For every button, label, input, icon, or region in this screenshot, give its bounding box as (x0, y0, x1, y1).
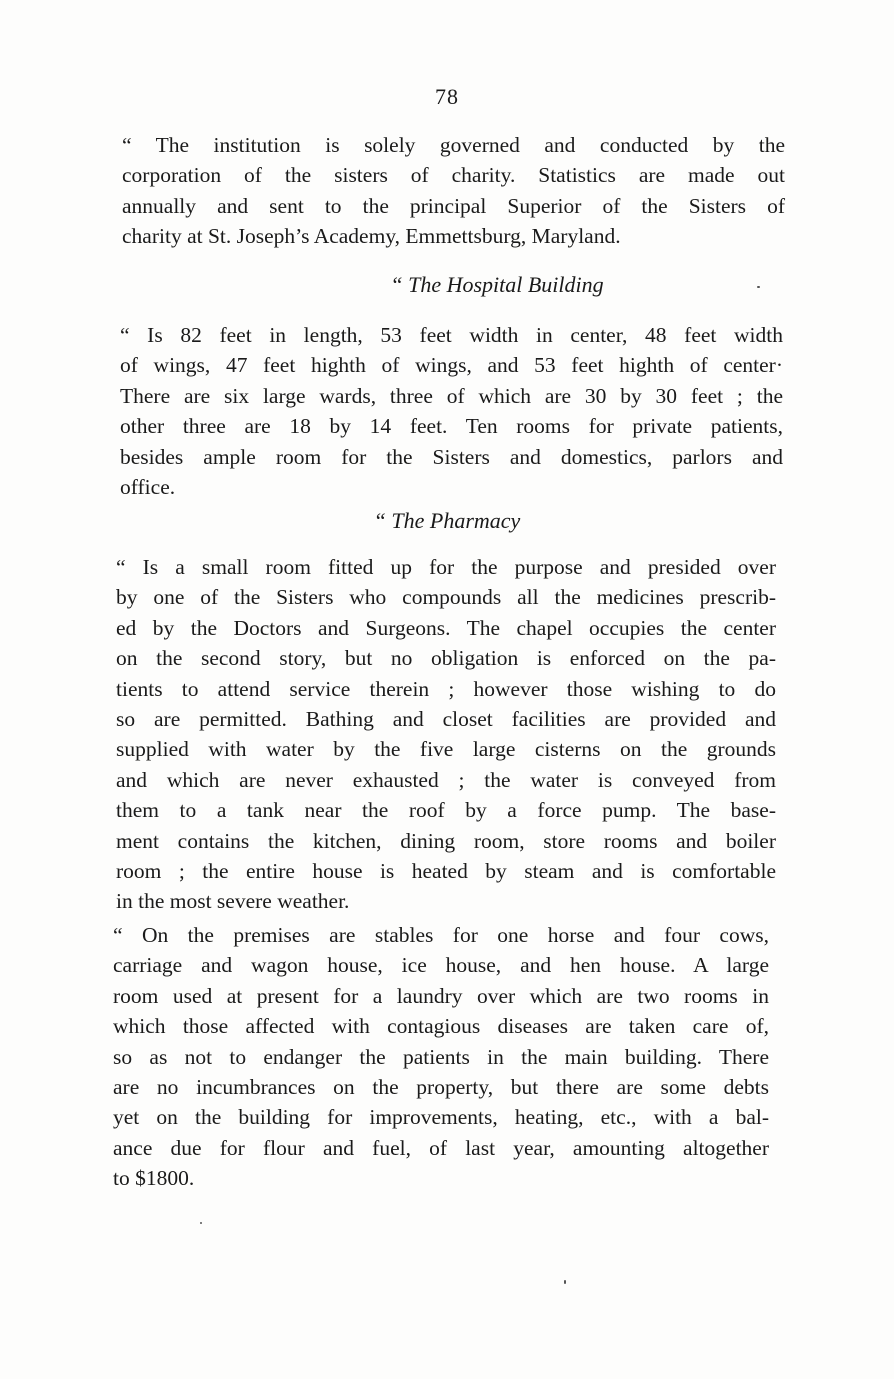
text-line: “ On the premises are stables for one horse and four cows, (113, 923, 769, 947)
text-line: ed by the Doctors and Surgeons. The chapel occupies the center (116, 615, 776, 640)
page-number: 78 (435, 84, 459, 109)
print-speck (564, 1280, 566, 1284)
print-speck (200, 1222, 202, 1224)
text-line: which those affected with contagious diseases are taken care of, (113, 1014, 769, 1039)
text-line: room used at present for a laundry over which are two rooms in (113, 983, 769, 1008)
text-line: are no incumbrances on the property, but there are some debts (113, 1075, 769, 1100)
text-line: room ; the entire house is heated by steam and is comfortable (116, 859, 776, 884)
text-line: in the most severe weather. (116, 889, 350, 914)
paragraph-pharmacy (116, 552, 776, 917)
text-line: supplied with water by the five large cisterns on the grounds (116, 737, 776, 762)
text-line: corporation of the sisters of charity. Statistics are made out (122, 163, 785, 188)
text-line: on the second story, but no obligation is enforced on the pa- (116, 646, 776, 671)
text-line: and which are never exhausted ; the water is conveyed from (116, 767, 776, 792)
text-line: carriage and wagon house, ice house, and hen house. A large (113, 953, 769, 978)
text-line: office. (120, 475, 176, 500)
text-line: them to a tank near the roof by a force pump. The base- (116, 798, 776, 823)
text-line: charity at St. Joseph’s Academy, Emmettsburg, Maryland. (122, 224, 621, 249)
text-line: “ Is 82 feet in length, 53 feet width in center, 48 feet width (120, 323, 783, 347)
text-line: There are six large wards, three of which are 30 by 30 feet ; the (120, 383, 783, 408)
paragraph-hospital-building (120, 320, 783, 502)
text-line: ance due for flour and fuel, of last year, amounting altogether (113, 1135, 769, 1160)
paragraph-institution (122, 130, 785, 252)
text-line: so are permitted. Bathing and closet facilities are provided and (116, 707, 776, 732)
section-heading-hospital-building: “ The Hospital Building (390, 272, 604, 297)
text-line: so as not to endanger the patients in the main building. There (113, 1044, 769, 1069)
text-line: “ Is a small room fitted up for the purpose and presided over (116, 555, 776, 579)
paragraph-premises (113, 920, 769, 1194)
print-speck (757, 286, 760, 288)
text-line: to $1800. (113, 1166, 195, 1191)
text-line: annually and sent to the principal Superior of the Sisters of (122, 193, 785, 218)
text-line: of wings, 47 feet highth of wings, and 53 feet highth of center· (120, 353, 783, 378)
text-line: besides ample room for the Sisters and domestics, parlors and (120, 444, 783, 469)
section-heading-pharmacy: “ The Pharmacy (373, 508, 521, 533)
text-line: other three are 18 by 14 feet. Ten rooms for private patients, (120, 414, 783, 439)
text-line: ment contains the kitchen, dining room, store rooms and boiler (116, 828, 776, 853)
text-line: tients to attend service therein ; however those wishing to do (116, 676, 776, 701)
text-line: by one of the Sisters who compounds all the medicines prescrib- (116, 585, 776, 610)
text-line: “ The institution is solely governed and conducted by the (122, 133, 785, 157)
text-line: yet on the building for improvements, heating, etc., with a bal- (113, 1105, 769, 1130)
